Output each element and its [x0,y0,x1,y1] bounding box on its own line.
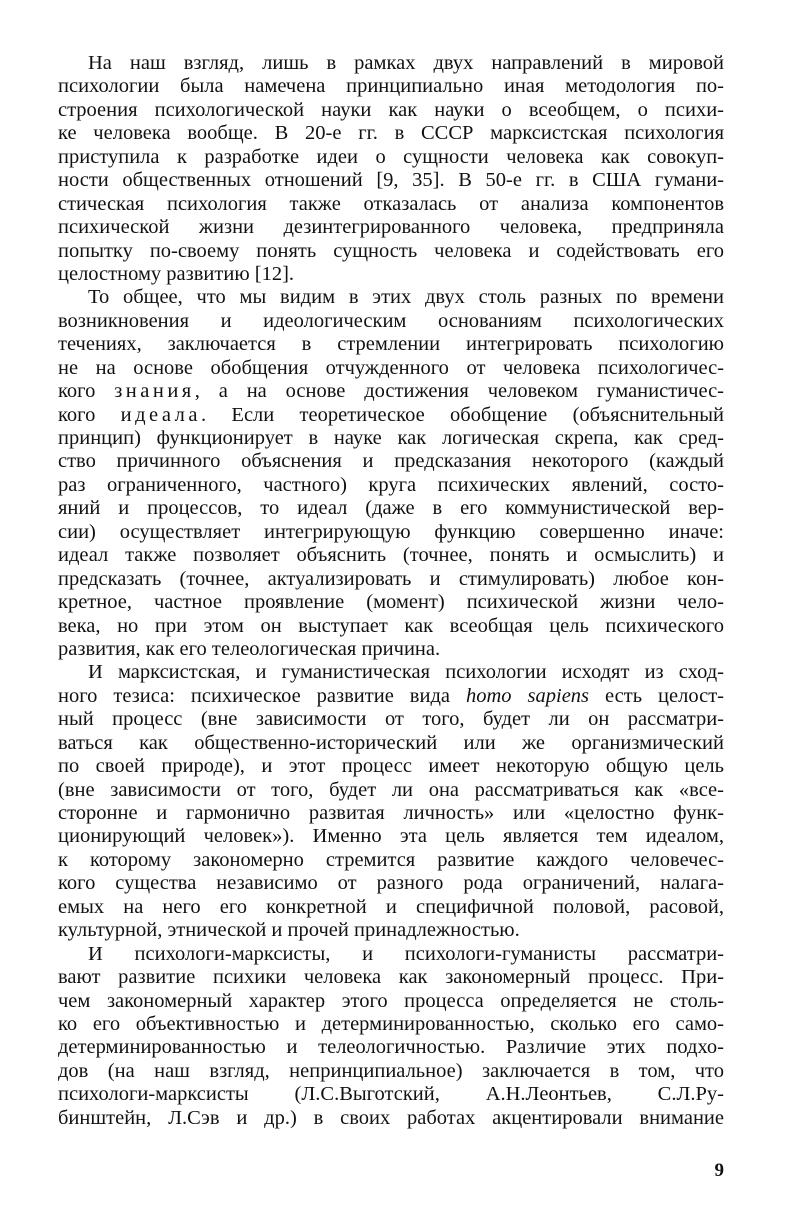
text-line: ционирующий человек»). Именно эта цель является тем идеалом, [58,825,724,848]
text-line: сии) осуществляет интегрирующую функцию совершенно иначе: [58,520,724,543]
spaced-term: знания [114,380,195,403]
text-line: принцип) функционирует в науке как логическая скрепа, как сред- [58,427,724,449]
text-line: То общее, что мы видим в этих двух столь разных по времени [88,286,724,309]
text-line: психологи-марксисты (Л.С.Выготский, А.Н.Леонтьев, С.Л.Ру- [58,1083,724,1106]
text-line: чем закономерный характер этого процесса определяется не столь- [58,989,724,1012]
text-line: (вне зависимости от того, будет ли она рассматриваться как «все- [58,778,724,801]
text-line: бинштейн, Л.Сэв и др.) в своих работах акцентировали внимание [58,1106,724,1129]
text-line: ный процесс (вне зависимости от того, будет ли он рассматри- [58,708,724,731]
text-line: кого знания, а на основе достижения человеком гуманистичес- [58,380,724,403]
text-line: На наш взгляд, лишь в рамках двух направлений в мировой [88,52,724,74]
text-line: стическая психология также отказалась от анализа компонентов [58,192,724,215]
page-number: 9 [714,1160,724,1181]
text-line: ности общественных отношений [9, 35]. В 50-е гг. в США гумани- [58,169,724,192]
text-line: века, но при этом он выступает как всеобщая цель психического [58,614,724,637]
book-page [58,52,724,1130]
text-line: кого существа независимо от разного рода ограничений, налага- [58,872,724,895]
paragraph-1 [58,52,724,286]
text-line: И психологи-марксисты, и психологи-гуманисты рассматри- [88,942,724,965]
text-line: ко его объективностью и детерминированностью, сколько его само- [58,1012,724,1035]
text-line: сторонне и гармонично развитая личность» или «целостно функ- [58,802,724,824]
text-line: ке человека вообще. В 20-е гг. в СССР марксистская психология [58,122,724,145]
text-line: детерминированностью и телеологичностью. Различие этих подхо- [58,1036,724,1059]
text-line: раз ограниченного, частного) круга психических явлений, состо- [58,473,724,496]
italic-term: homo sapiens [465,684,590,707]
text-line: вают развитие психики человека как закономерный процесс. При- [58,966,724,989]
text-line: ство причинного объяснения и предсказания некоторого (каждый [58,450,724,473]
text-line: культурной, этнической и прочей принадлежностью. [58,919,520,942]
text-line: попытку по-своему понять сущность человека и содействовать его [58,239,724,262]
text-line: возникновения и идеологическим основаниям психологических [58,309,724,332]
text-line: кого идеала. Если теоретическое обобщение (объяснительный [58,403,724,426]
text-line: не на основе обобщения отчужденного от человека психологичес- [58,356,724,379]
paragraph-4 [58,943,724,1131]
text-line: по своей природе), и этот процесс имеет некоторую общую цель [58,755,724,778]
text-line: дов (на наш взгляд, непринципиальное) заключается в том, что [58,1059,724,1082]
text-line: психической жизни дезинтегрированного человека, предприняла [58,216,724,239]
text-line: к которому закономерно стремится развитие каждого человечес- [58,848,724,871]
text-line: емых на него его конкретной и специфичной половой, расовой, [58,895,724,918]
text-line: ного тезиса: психическое развитие вида homo sapiens есть целост- [58,684,724,707]
paragraph-3 [58,661,724,942]
paragraph-2 [58,286,724,661]
spaced-term: идеала [120,403,201,426]
text-line: развития, как его телеологическая причина. [58,637,441,660]
text-line: предсказать (точнее, актуализировать и стимулировать) любое кон- [58,567,724,590]
text-line: И марксистская, и гуманистическая психологии исходят из сход- [88,661,724,684]
text-line: кретное, частное проявление (момент) психической жизни чело- [58,591,724,614]
text-line: идеал также позволяет объяснить (точнее, понять и осмыслить) и [58,544,724,567]
text-line: ваться как общественно-исторический или же организмический [58,731,724,754]
text-line: психологии была намечена принципиально иная методология по- [58,75,724,98]
text-line: целостному развитию [12]. [58,262,295,285]
text-line: строения психологической науки как науки о всеобщем, о психи- [58,98,724,121]
text-line: яний и процессов, то идеал (даже в его коммунистической вер- [58,497,724,520]
text-line: приступила к разработке идеи о сущности человека как совокуп- [58,145,724,168]
text-line: течениях, заключается в стремлении интегрировать психологию [58,333,724,356]
